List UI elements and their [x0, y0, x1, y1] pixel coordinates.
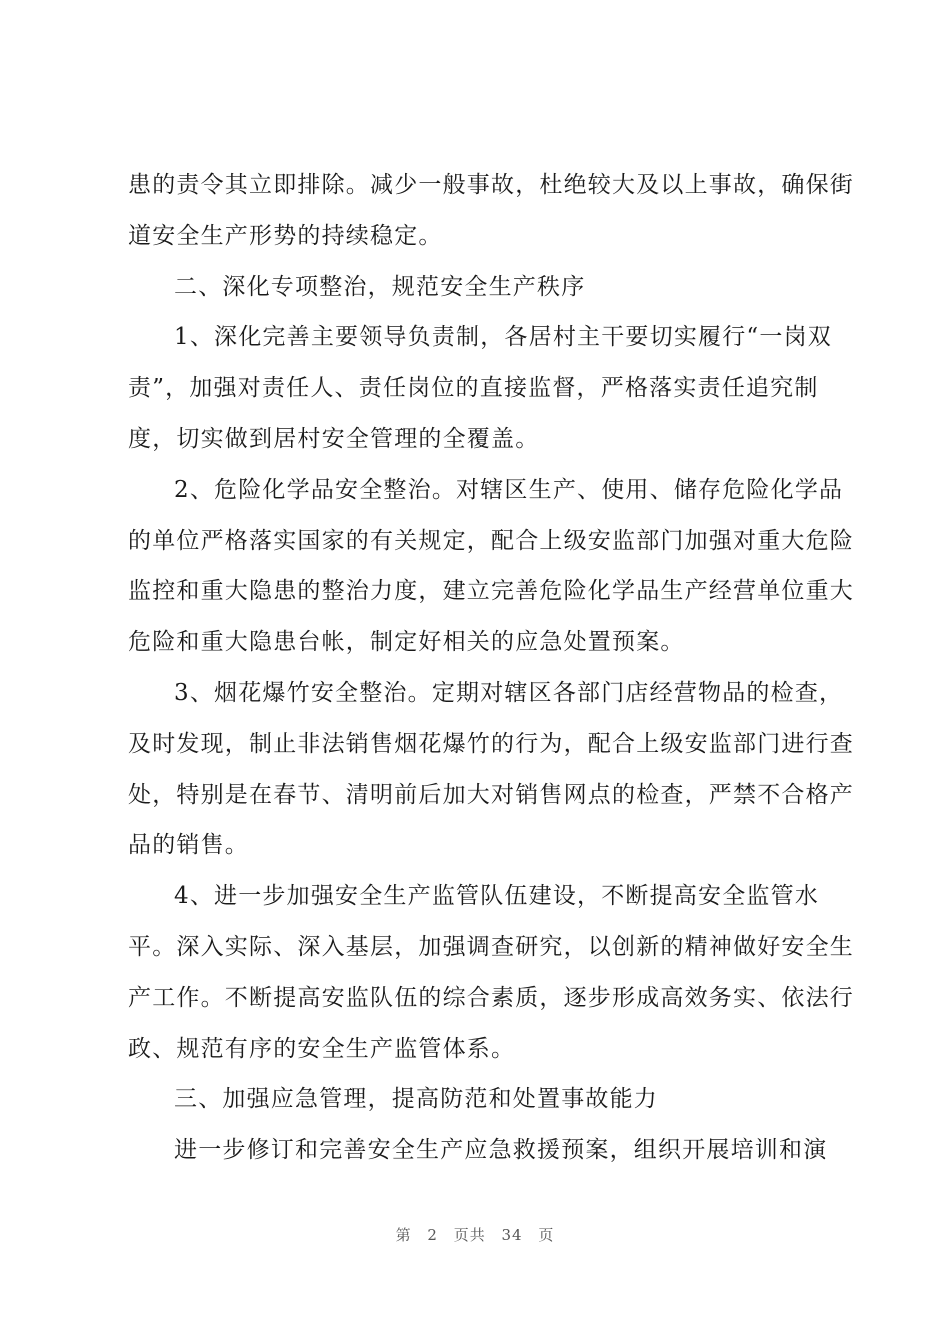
footer-prefix: 第 [395, 1226, 412, 1244]
section-heading: 二、深化专项整治，规范安全生产秩序 [174, 273, 586, 300]
text-line: 及时发现，制止非法销售烟花爆竹的行为，配合上级安监部门进行查 [128, 730, 854, 757]
footer-suffix: 页 [538, 1226, 555, 1244]
text-line: 4、进一步加强安全生产监管队伍建设，不断提高安全监管水 [174, 883, 820, 910]
text-line: 品的销售。 [128, 832, 249, 859]
section-heading: 三、加强应急管理，提高防范和处置事故能力 [174, 1086, 658, 1113]
text-line: 产工作。不断提高安监队伍的综合素质，逐步形成高效务实、依法行 [128, 984, 854, 1011]
text-line: 平。深入实际、深入基层，加强调查研究，以创新的精神做好安全生 [128, 933, 854, 960]
text-line: 3、烟花爆竹安全整治。定期对辖区各部门店经营物品的检查， [174, 679, 844, 706]
page-footer [0, 1224, 950, 1245]
text-line: 患的责令其立即排除。减少一般事故，杜绝较大及以上事故，确保街 [128, 172, 854, 198]
text-line: 的单位严格落实国家的有关规定，配合上级安监部门加强对重大危险 [128, 527, 854, 554]
text-line: 道安全生产形势的持续稳定。 [128, 222, 443, 249]
text-line: 政、规范有序的安全生产监管体系。 [128, 1035, 516, 1062]
text-line: 责”，加强对责任人、责任岗位的直接监督，严格落实责任追究制 [128, 375, 819, 402]
document-body [128, 160, 854, 1176]
text-line: 度，切实做到居村安全管理的全覆盖。 [128, 425, 540, 452]
text-line: 2、危险化学品安全整治。对辖区生产、使用、储存危险化学品 [174, 476, 844, 503]
text-line: 进一步修订和完善安全生产应急救援预案，组织开展培训和演 [174, 1137, 828, 1164]
text-line: 处，特别是在春节、清明前后加大对销售网点的检查，严禁不合格产 [128, 781, 854, 808]
text-line: 监控和重大隐患的整治力度，建立完善危险化学品生产经营单位重大 [128, 578, 854, 605]
text-line: 1、深化完善主要领导负责制，各居村主干要切实履行“一岗双 [174, 324, 832, 351]
text-line: 危险和重大隐患台帐，制定好相关的应急处置预案。 [128, 629, 685, 656]
footer-middle: 页共 [453, 1226, 486, 1244]
total-page-count: 34 [501, 1226, 523, 1244]
current-page-number: 2 [427, 1226, 438, 1244]
